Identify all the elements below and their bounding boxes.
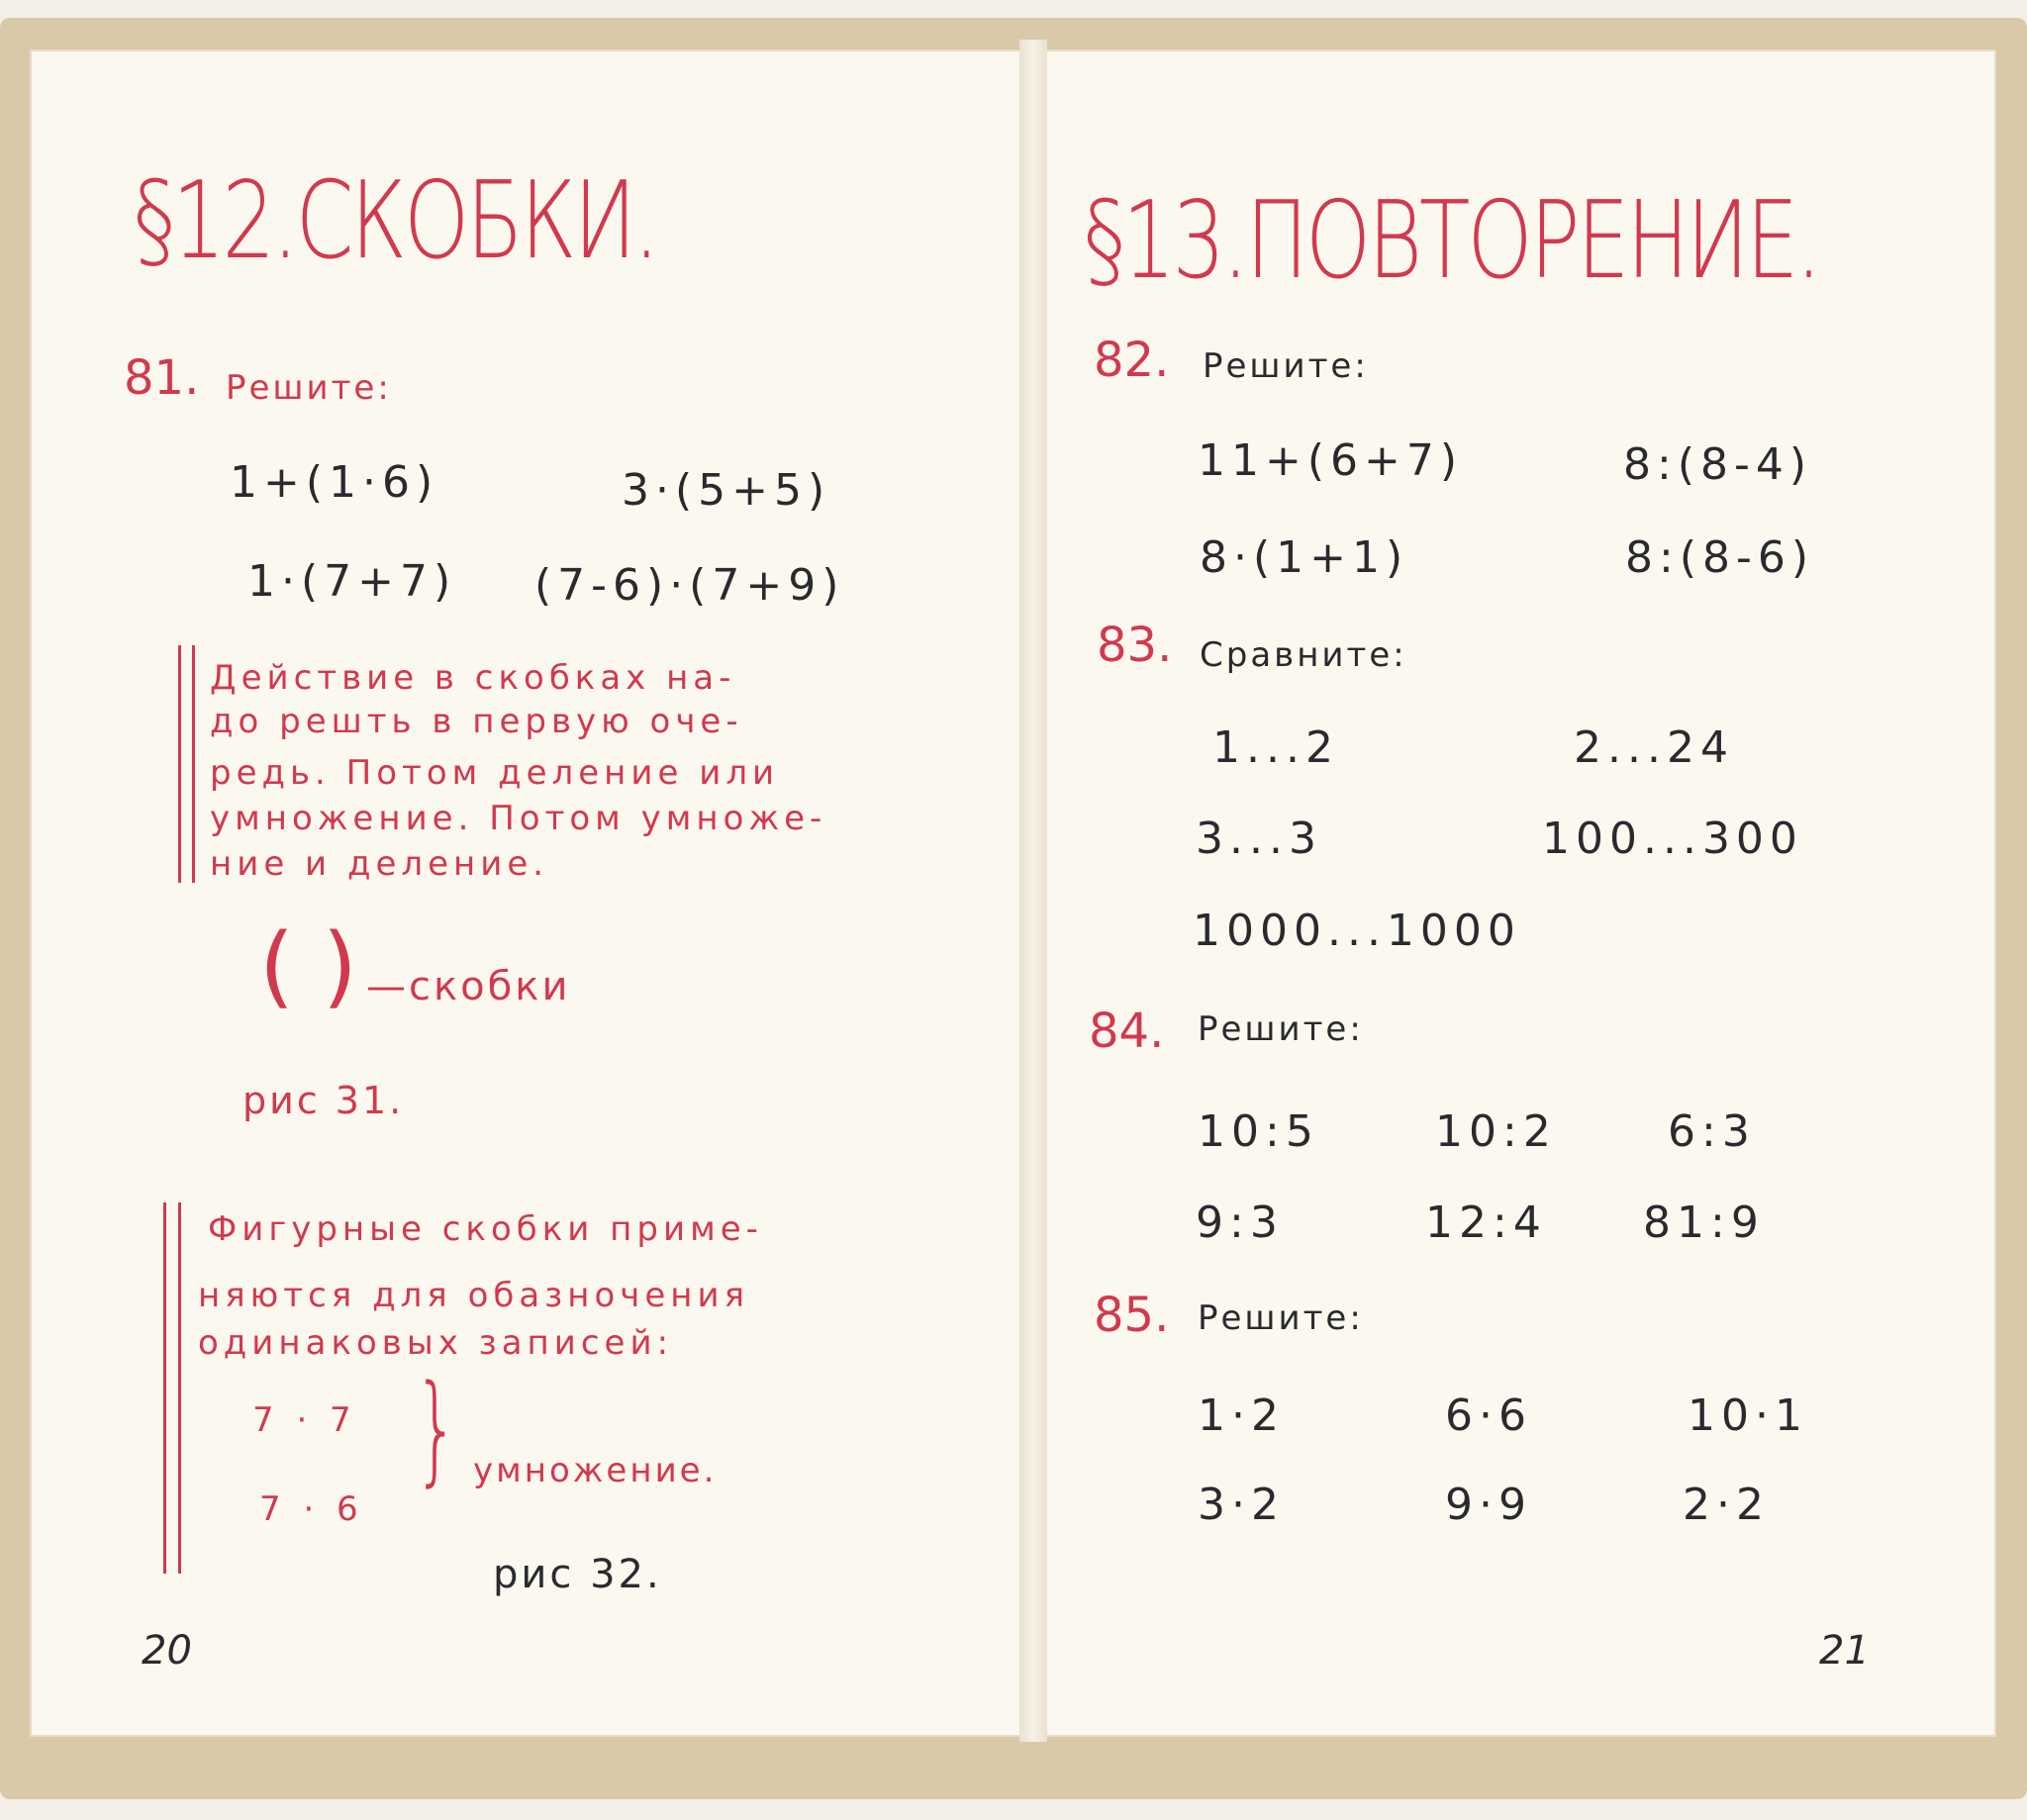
task-84-label: Решите:	[1198, 1009, 1364, 1049]
task-83-expr-2: 2...24	[1574, 722, 1734, 773]
brackets-caption: —скобки	[366, 964, 571, 1009]
section-13-title: §13.ПОВТОРЕНИЕ.	[1084, 179, 1819, 303]
task-81-expr-4: (7-6)·(7+9)	[534, 560, 845, 611]
task-83-expr-5: 1000...1000	[1193, 906, 1521, 956]
task-81-expr-1: 1+(1·6)	[230, 457, 439, 508]
task-81-label: Решите:	[226, 368, 392, 408]
figure-31-caption: рис 31.	[242, 1079, 405, 1122]
rule-1-margin-line-2	[192, 645, 195, 883]
task-84-expr-3: 6:3	[1668, 1106, 1756, 1157]
task-82-expr-3: 8·(1+1)	[1200, 532, 1409, 583]
rule-1-margin-line-1	[178, 645, 181, 883]
brace-caption: умножение.	[473, 1451, 718, 1490]
task-83-expr-1: 1...2	[1212, 722, 1339, 773]
task-85-expr-3: 10·1	[1688, 1390, 1808, 1441]
task-82-expr-4: 8:(8-6)	[1625, 532, 1815, 583]
rule-2-margin-line-1	[163, 1202, 166, 1574]
rule-1-line-2: до решть в первую оче-	[210, 702, 743, 741]
task-82-number: 82.	[1094, 333, 1170, 388]
task-83-number: 83.	[1097, 618, 1173, 673]
task-85-expr-5: 9·9	[1445, 1480, 1532, 1530]
task-85-expr-4: 3·2	[1198, 1480, 1285, 1530]
task-83-label: Сравните:	[1200, 635, 1407, 675]
page-number-left: 20	[142, 1628, 192, 1674]
task-82-expr-2: 8:(8-4)	[1623, 439, 1813, 490]
notebook-spine	[1019, 40, 1047, 1742]
task-84-expr-4: 9:3	[1196, 1197, 1284, 1248]
task-84-expr-1: 10:5	[1198, 1106, 1319, 1157]
task-84-expr-2: 10:2	[1435, 1106, 1557, 1157]
task-84-expr-5: 12:4	[1425, 1197, 1547, 1248]
task-82-expr-1: 11+(6+7)	[1198, 435, 1464, 486]
brackets-symbol: ( )	[259, 914, 357, 1018]
task-84-number: 84.	[1089, 1004, 1165, 1059]
rule-2-line-3: одинаковых записей:	[198, 1323, 674, 1363]
brace-example-2: 7 · 6	[259, 1489, 364, 1529]
task-81-number: 81.	[124, 350, 200, 406]
rule-1-line-4: умножение. Потом умноже-	[210, 799, 827, 838]
curly-brace-icon: }	[414, 1361, 459, 1498]
task-82-label: Решите:	[1203, 346, 1369, 386]
rule-2-margin-line-2	[178, 1202, 181, 1574]
task-85-expr-1: 1·2	[1198, 1390, 1285, 1441]
figure-32-caption: рис 32.	[493, 1552, 662, 1597]
task-83-expr-4: 100...300	[1542, 814, 1803, 864]
rule-1-line-3: редь. Потом деление или	[210, 753, 780, 793]
rule-2-line-1: Фигурные скобки приме-	[208, 1209, 763, 1249]
task-81-expr-3: 1·(7+7)	[247, 556, 457, 607]
rule-1-line-5: ние и деление.	[210, 844, 549, 884]
task-85-expr-2: 6·6	[1445, 1390, 1532, 1441]
task-85-label: Решите:	[1198, 1298, 1364, 1338]
task-81-expr-2: 3·(5+5)	[622, 465, 831, 516]
section-12-title: §12.СКОБКИ.	[134, 159, 657, 283]
task-83-expr-3: 3...3	[1196, 814, 1322, 864]
rule-2-line-2: няются для обазночения	[198, 1276, 750, 1315]
brace-example-1: 7 · 7	[252, 1400, 357, 1440]
page-number-right: 21	[1819, 1628, 1870, 1674]
task-85-expr-6: 2·2	[1683, 1480, 1770, 1530]
rule-1-line-1: Действие в скобках на-	[210, 658, 736, 698]
task-84-expr-6: 81:9	[1643, 1197, 1765, 1248]
task-85-number: 85.	[1094, 1288, 1170, 1343]
